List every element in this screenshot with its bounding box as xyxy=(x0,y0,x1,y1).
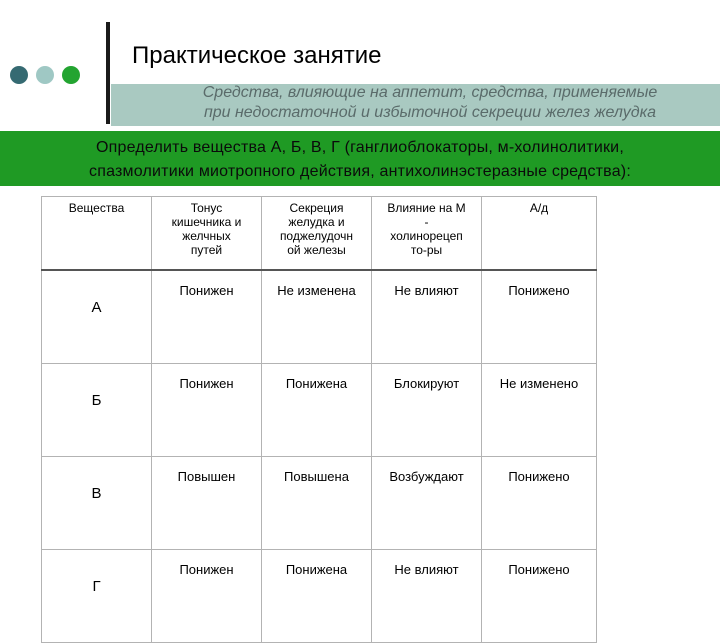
dot-green xyxy=(62,66,80,84)
table-cell: Понижено xyxy=(482,270,597,364)
substance-cell: А xyxy=(42,270,152,364)
header-text: желудка и xyxy=(288,215,345,229)
table-cell: Понижена xyxy=(262,550,372,643)
table-cell: Понижено xyxy=(482,457,597,550)
header-tone xyxy=(152,197,262,271)
slide-title: Практическое занятие xyxy=(132,42,382,69)
task-line-2: спазмолитики миотропного действия, антихолинэстеразные средства): xyxy=(89,163,631,180)
substance-cell: Г xyxy=(42,550,152,643)
header-text: поджелудочн xyxy=(279,229,354,243)
header-secretion xyxy=(262,197,372,271)
table-cell: Понижено xyxy=(482,550,597,643)
header-text: А/д xyxy=(529,201,549,215)
table-row xyxy=(42,550,597,643)
header-text: ой железы xyxy=(287,243,346,257)
substances-table xyxy=(41,196,597,643)
header-text: Секреция xyxy=(289,201,344,215)
substance-cell: Б xyxy=(42,364,152,457)
header-substances xyxy=(42,197,152,271)
table-cell: Понижен xyxy=(152,550,262,643)
table-cell: Повышена xyxy=(262,457,372,550)
header-text: то-ры xyxy=(410,243,443,257)
task-banner xyxy=(0,131,720,186)
table-cell: Понижена xyxy=(262,364,372,457)
substance-cell: В xyxy=(42,457,152,550)
header-text: Тонус xyxy=(190,201,223,215)
header-text: кишечника и xyxy=(171,215,242,229)
table-cell: Повышен xyxy=(152,457,262,550)
header-text: желчных xyxy=(182,229,231,243)
table-row xyxy=(42,364,597,457)
header-m-receptors xyxy=(372,197,482,271)
table-cell: Блокируют xyxy=(372,364,482,457)
task-line-1: Определить вещества А, Б, В, Г (ганглиоблокаторы, м-холинолитики, xyxy=(96,139,624,156)
subtitle-line-2: при недостаточной и избыточной секреции желез желудка xyxy=(203,104,657,121)
slide-subtitle xyxy=(150,83,710,123)
header-text: Вещества xyxy=(68,201,125,215)
decorative-dots xyxy=(10,66,80,84)
table-row xyxy=(42,270,597,364)
table-row xyxy=(42,457,597,550)
table-cell: Возбуждают xyxy=(372,457,482,550)
table-cell: Не изменено xyxy=(482,364,597,457)
dot-light-teal xyxy=(36,66,54,84)
dot-dark-teal xyxy=(10,66,28,84)
header-text: Влияние на М xyxy=(387,201,466,215)
table-cell: Понижен xyxy=(152,270,262,364)
table-header-row xyxy=(42,197,597,271)
header-text: - xyxy=(424,215,429,229)
vertical-divider xyxy=(106,22,110,124)
header-text: холинорецеп xyxy=(390,229,463,243)
subtitle-line-1: Средства, влияющие на аппетит, средства, применяемые xyxy=(202,84,658,101)
table-cell: Не влияют xyxy=(372,270,482,364)
header-text: путей xyxy=(190,243,223,257)
table-cell: Не влияют xyxy=(372,550,482,643)
table-cell: Не изменена xyxy=(262,270,372,364)
header-blood-pressure xyxy=(482,197,597,271)
table-cell: Понижен xyxy=(152,364,262,457)
